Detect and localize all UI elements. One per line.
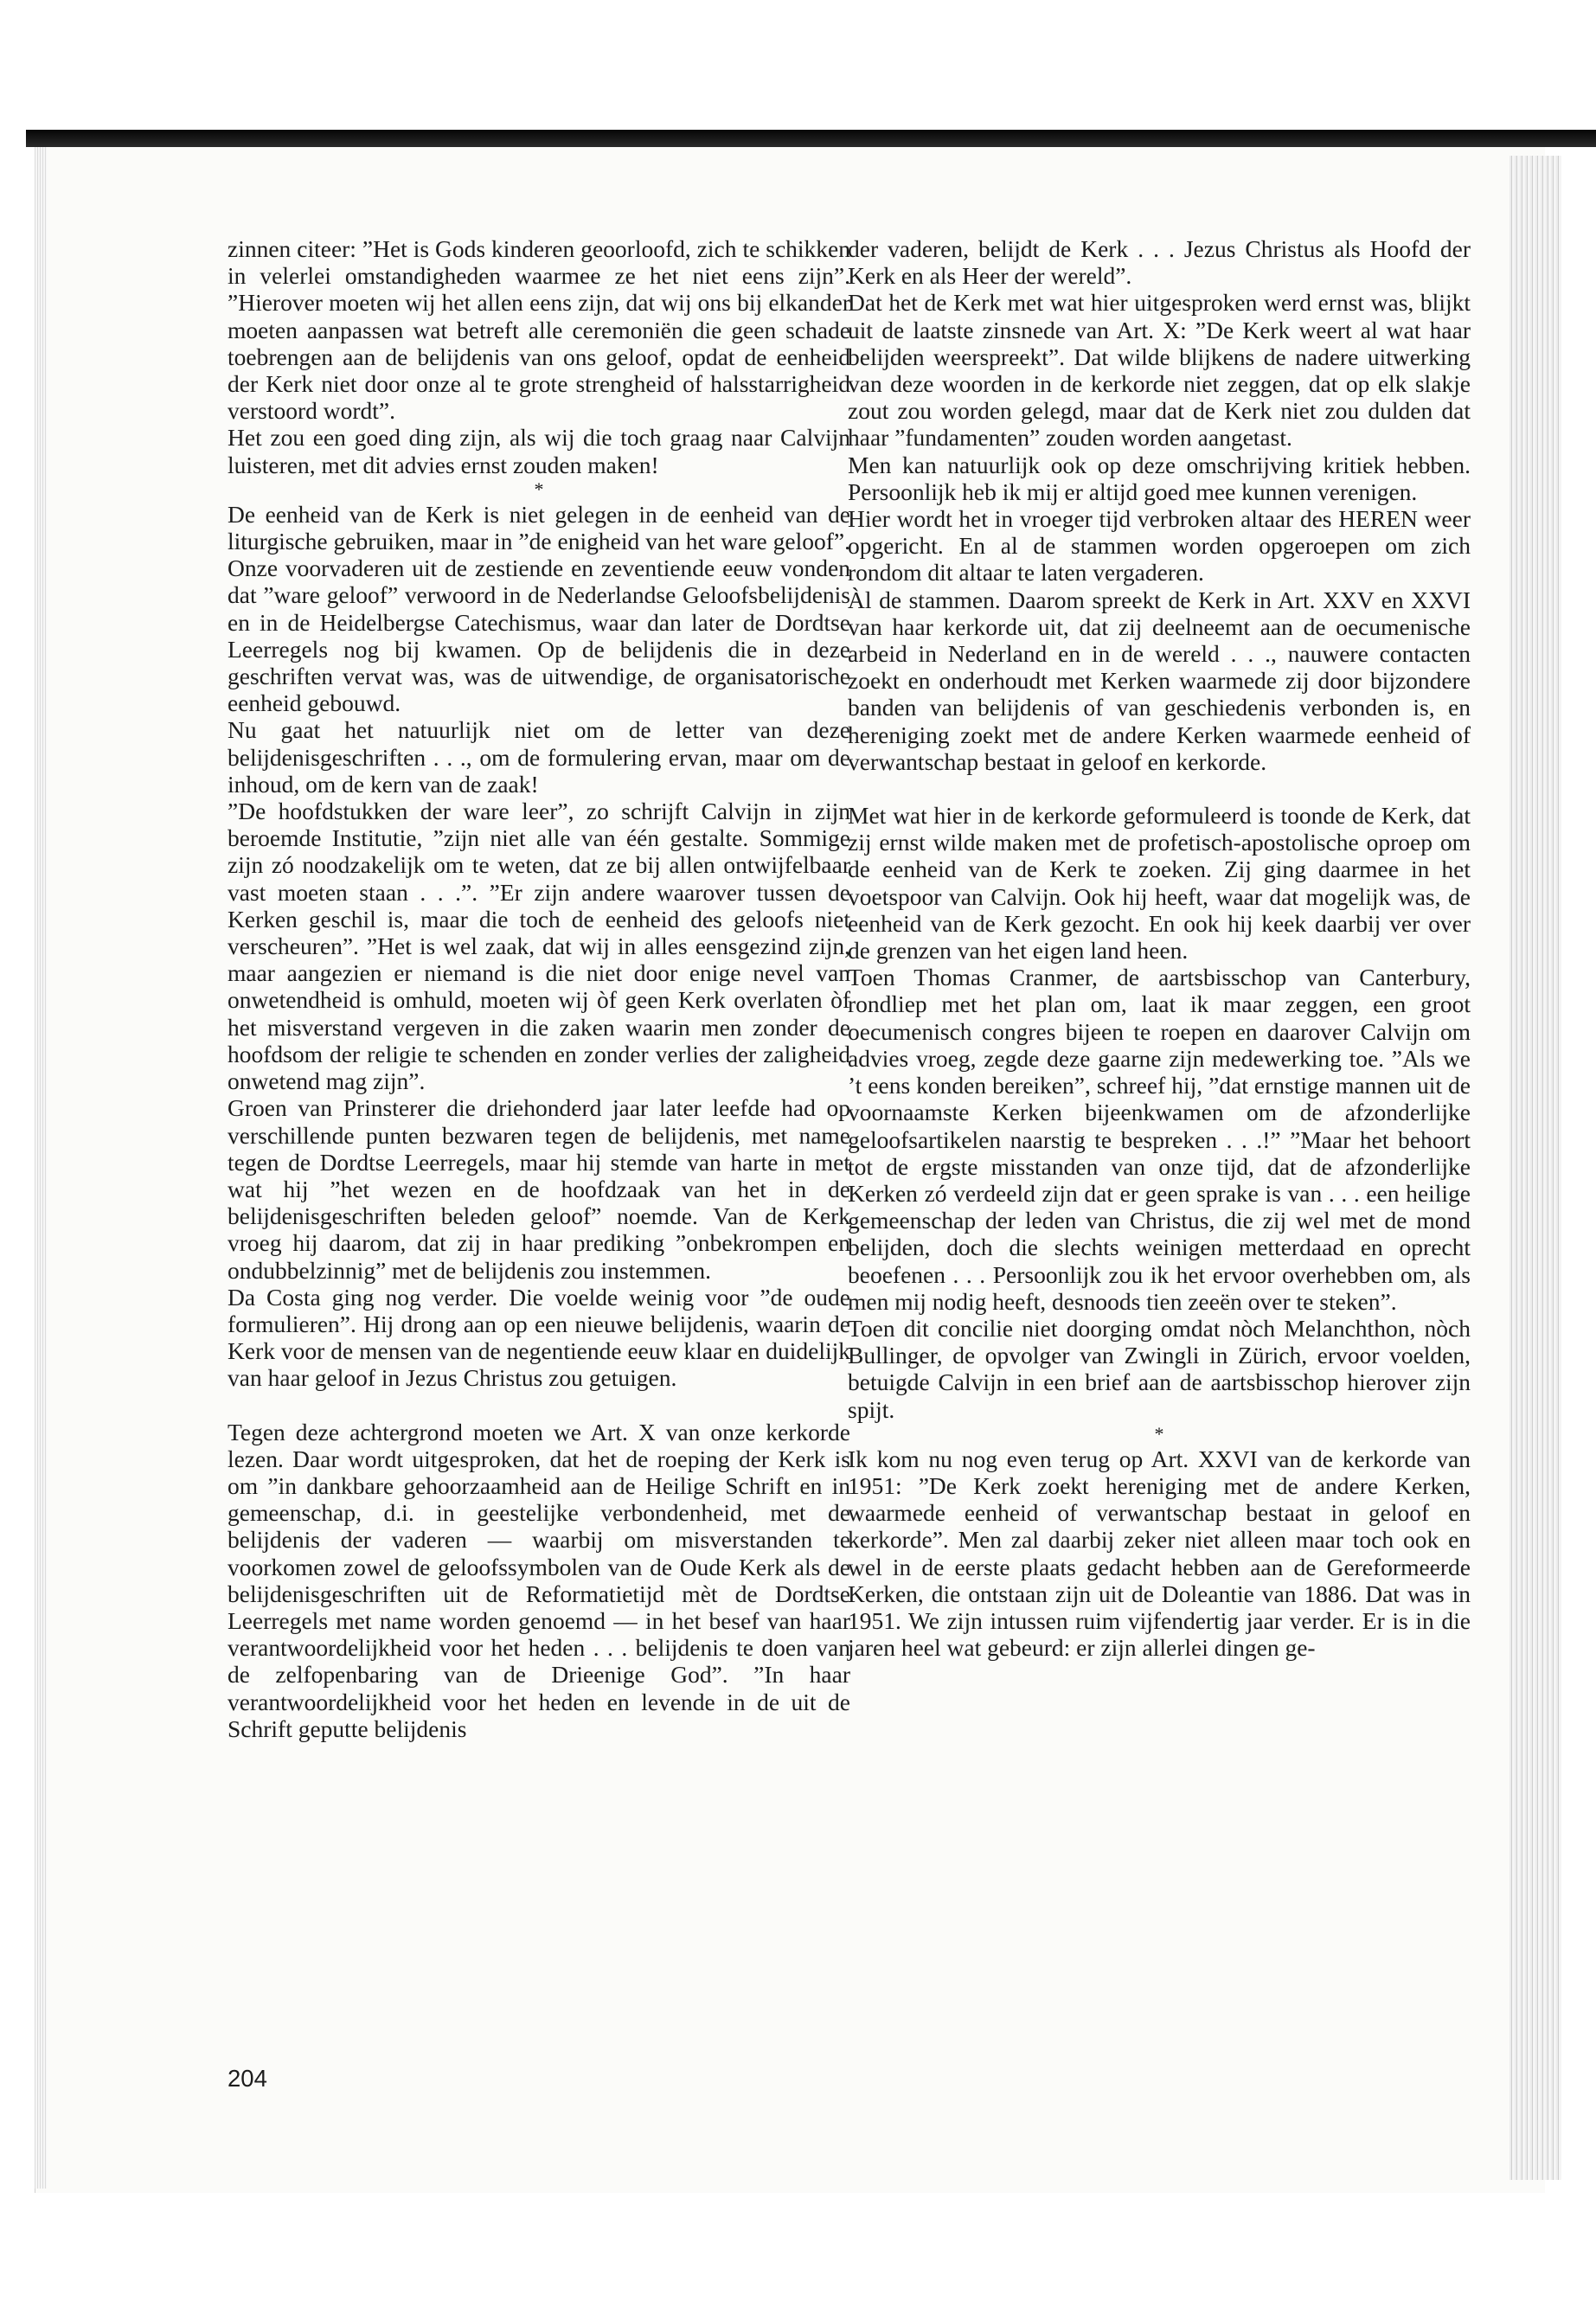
page-number: 204 [228, 2065, 267, 2092]
paragraph: Hier wordt het in vroeger tijd verbroken altaar des HEREN weer opgericht. En al de stammen worden opgeroepen om zich rondom dit altaar te laten vergaderen. [848, 505, 1471, 586]
paragraph: Met wat hier in de kerkorde geformuleerd is toonde de Kerk, dat zij ernst wilde maken met de profetisch-apostolische oproep om de eenheid van de Kerk te zoeken. Zij ging daarmee in het voetspoor van Calvijn. Ook hij heeft, waar dat mogelijk was, de eenheid van de Kerk gezocht. En ook hij keek daarbij ver over de grenzen van het eigen land heen. [848, 802, 1471, 965]
page-edges-right [1509, 156, 1561, 2180]
section-separator: * [1154, 1422, 1164, 1445]
paragraph: Groen van Prinsterer die driehonderd jaar later leefde had op verschillende punten bezwaren tegen de belijdenis, met name tegen de Dordtse Leerregels, maar hij stemde van harte in met wat hij ”het wezen en de hoofdzaak van het in de belijdenisgeschriften beleden geloof” noemde. Van de Kerk vroeg hij daarom, dat zij in haar prediking ”onbekrompen en ondubbelzinnig” met de belijdenis zou instemmen. [228, 1094, 850, 1284]
paragraph: Dat het de Kerk met wat hier uitgesproken werd ernst was, blijkt uit de laatste zinsnede van Art. X: ”De Kerk weert al wat haar belijden weerspreekt”. Dat wilde blijkens de nadere uitwerking van deze woorden in de kerkorde niet zeggen, dat op elk slakje zout zou worden gelegd, maar dat de Kerk niet zou dulden dat haar ”fundamenten” zouden worden aangetast. [848, 289, 1471, 452]
paragraph: der vaderen, belijdt de Kerk . . . Jezus Christus als Hoofd der Kerk en als Heer der wereld”. [848, 235, 1471, 290]
paragraph: De eenheid van de Kerk is niet gelegen in de eenheid van de liturgische gebruiken, maar in ”de enigheid van het ware geloof”. Onze voorvaderen uit de zestiende en zeventiende eeuw vonden dat ”ware geloof” verwoord in de Nederlandse Geloofsbelijdenis en in de Heidelbergse Catechismus, waar dan later de Dordtse Leerregels nog bij kwamen. Op de belijdenis die in deze geschriften vervat was, was de uitwendige, de organisatorische eenheid gebouwd. [228, 500, 850, 717]
right-column [848, 235, 1471, 1661]
section-separator: * [534, 478, 544, 500]
paragraph: Toen dit concilie niet doorging omdat nòch Melanchthon, nòch Bullinger, de opvolger van Zwingli in Zürich, ervoor voelden, betuigde Calvijn in een brief aan de aartsbisschop hierover zijn spijt. [848, 1314, 1471, 1423]
left-column [228, 235, 850, 1742]
paragraph: Ik kom nu nog even terug op Art. XXVI van de kerkorde van 1951: ”De Kerk zoekt hereniging met de andere Kerken, waarmede eenheid of verwantschap bestaat in geloof en kerkorde”. Men zal daarbij zeker niet alleen maar toch ook en wel in de eerste plaats gedacht hebben aan de Gereformeerde Kerken, die ontstaan zijn uit de Doleantie van 1886. Dat was in 1951. We zijn intussen ruim vijfendertig jaar verder. Er is in die jaren heel wat gebeurd: er zijn allerlei dingen ge- [848, 1445, 1471, 1662]
paragraph: Het zou een goed ding zijn, als wij die toch graag naar Calvijn luisteren, met dit advies ernst zouden maken! [228, 424, 850, 478]
paragraph: ”De hoofdstukken der ware leer”, zo schrijft Calvijn in zijn beroemde Institutie, ”zijn niet alle van één gestalte. Sommige zijn zó noodzakelijk om te weten, dat ze bij allen ontwijfelbaar vast moeten staan . . .”. ”Er zijn andere waarover tussen de Kerken geschil is, maar die toch de eenheid des geloofs niet verscheuren”. ”Het is wel zaak, dat wij in alles eensgezind zijn, maar aangezien er niemand is die niet door enige nevel van onwetendheid is omhuld, moeten wij òf geen Kerk overlaten òf het misverstand vergeven in die zaken waarin men zonder de hoofdsom der religie te schenden en zonder verlies der zaligheid onwetend mag zijn”. [228, 798, 850, 1095]
paragraph: Da Costa ging nog verder. Die voelde weinig voor ”de oude formulieren”. Hij drong aan op een nieuwe belijdenis, waarin de Kerk voor de mensen van de negentiende eeuw klaar en duidelijk van haar geloof in Jezus Christus zou getuigen. [228, 1283, 850, 1392]
paragraph: Tegen deze achtergrond moeten we Art. X van onze kerkorde lezen. Daar wordt uitgesproken, dat het de roeping der Kerk is om ”in dankbare gehoorzaamheid aan de Heilige Schrift en in gemeenschap, d.i. in geestelijke verbondenheid, met de belijdenis der vaderen — waarbij om misverstanden te voorkomen zowel de geloofssymbolen van de Oude Kerk als de belijdenisgeschriften uit de Reformatietijd mèt de Dordtse Leerregels met name worden genoemd — in het besef van haar verantwoordelijkheid voor het heden . . . belijdenis te doen van de zelfopenbaring van de Drieenige God”. ”In haar verantwoordelijkheid voor het heden en levende in de uit de Schrift geputte belijdenis [228, 1418, 850, 1742]
scan-margin-top [0, 0, 1596, 147]
paragraph: zinnen citeer: ”Het is Gods kinderen geoorloofd, zich te schikken in velerlei omstandigheden waarmee ze het niet eens zijn”. ”Hierover moeten wij het allen eens zijn, dat wij ons bij elkander moeten aanpassen wat betreft alle ceremoniën die geen schade toebrengen aan de belijdenis van ons geloof, opdat de eenheid der Kerk niet door onze al te grote strengheid of halsstarrigheid verstoord wordt”. [228, 235, 850, 425]
book-spine-edge [26, 130, 1596, 147]
page-edges-left [35, 147, 47, 2189]
paragraph: Nu gaat het natuurlijk niet om de letter van deze belijdenisgeschriften . . ., om de formulering ervan, maar om de inhoud, om de kern van de zaak! [228, 716, 850, 798]
paragraph: Toen Thomas Cranmer, de aartsbisschop van Canterbury, rondliep met het plan om, laat ik maar zeggen, een groot oecumenisch congres bijeen te roepen en daarover Calvijn om advies vroeg, zegde deze gaarne zijn medewerking toe. ”Als we ’t eens konden bereiken”, schreef hij, ”dat ernstige mannen uit de voornaamste Kerken bijeenkwamen om de afzonderlijke geloofsartikelen naarstig te bespreken . . .!” ”Maar het behoort tot de ergste misstanden van onze tijd, dat de afzonderlijke Kerken zó verdeeld zijn dat er geen sprake is van . . . een heilige gemeenschap der leden van Christus, die zij wel met de mond belijden, doch die slechts weinigen metterdaad en oprecht beoefenen . . . Persoonlijk zou ik het ervoor overhebben om, als men mij nodig heeft, desnoods tien zeeën over te steken”. [848, 964, 1471, 1315]
paragraph: Men kan natuurlijk ook op deze omschrijving kritiek hebben. Persoonlijk heb ik mij er altijd goed mee kunnen verenigen. [848, 451, 1471, 505]
paragraph: Àl de stammen. Daarom spreekt de Kerk in Art. XXV en XXVI van haar kerkorde uit, dat zij deelneemt aan de oecumenische arbeid in Nederland en in de wereld . . ., nauwere contacten zoekt en onderhoudt met Kerken waarmede zij door bijzondere banden van belijdenis of van geschiedenis verbonden is, en hereniging zoekt met de andere Kerken waarmede eenheid of verwantschap bestaat in geloof en kerkorde. [848, 586, 1471, 775]
